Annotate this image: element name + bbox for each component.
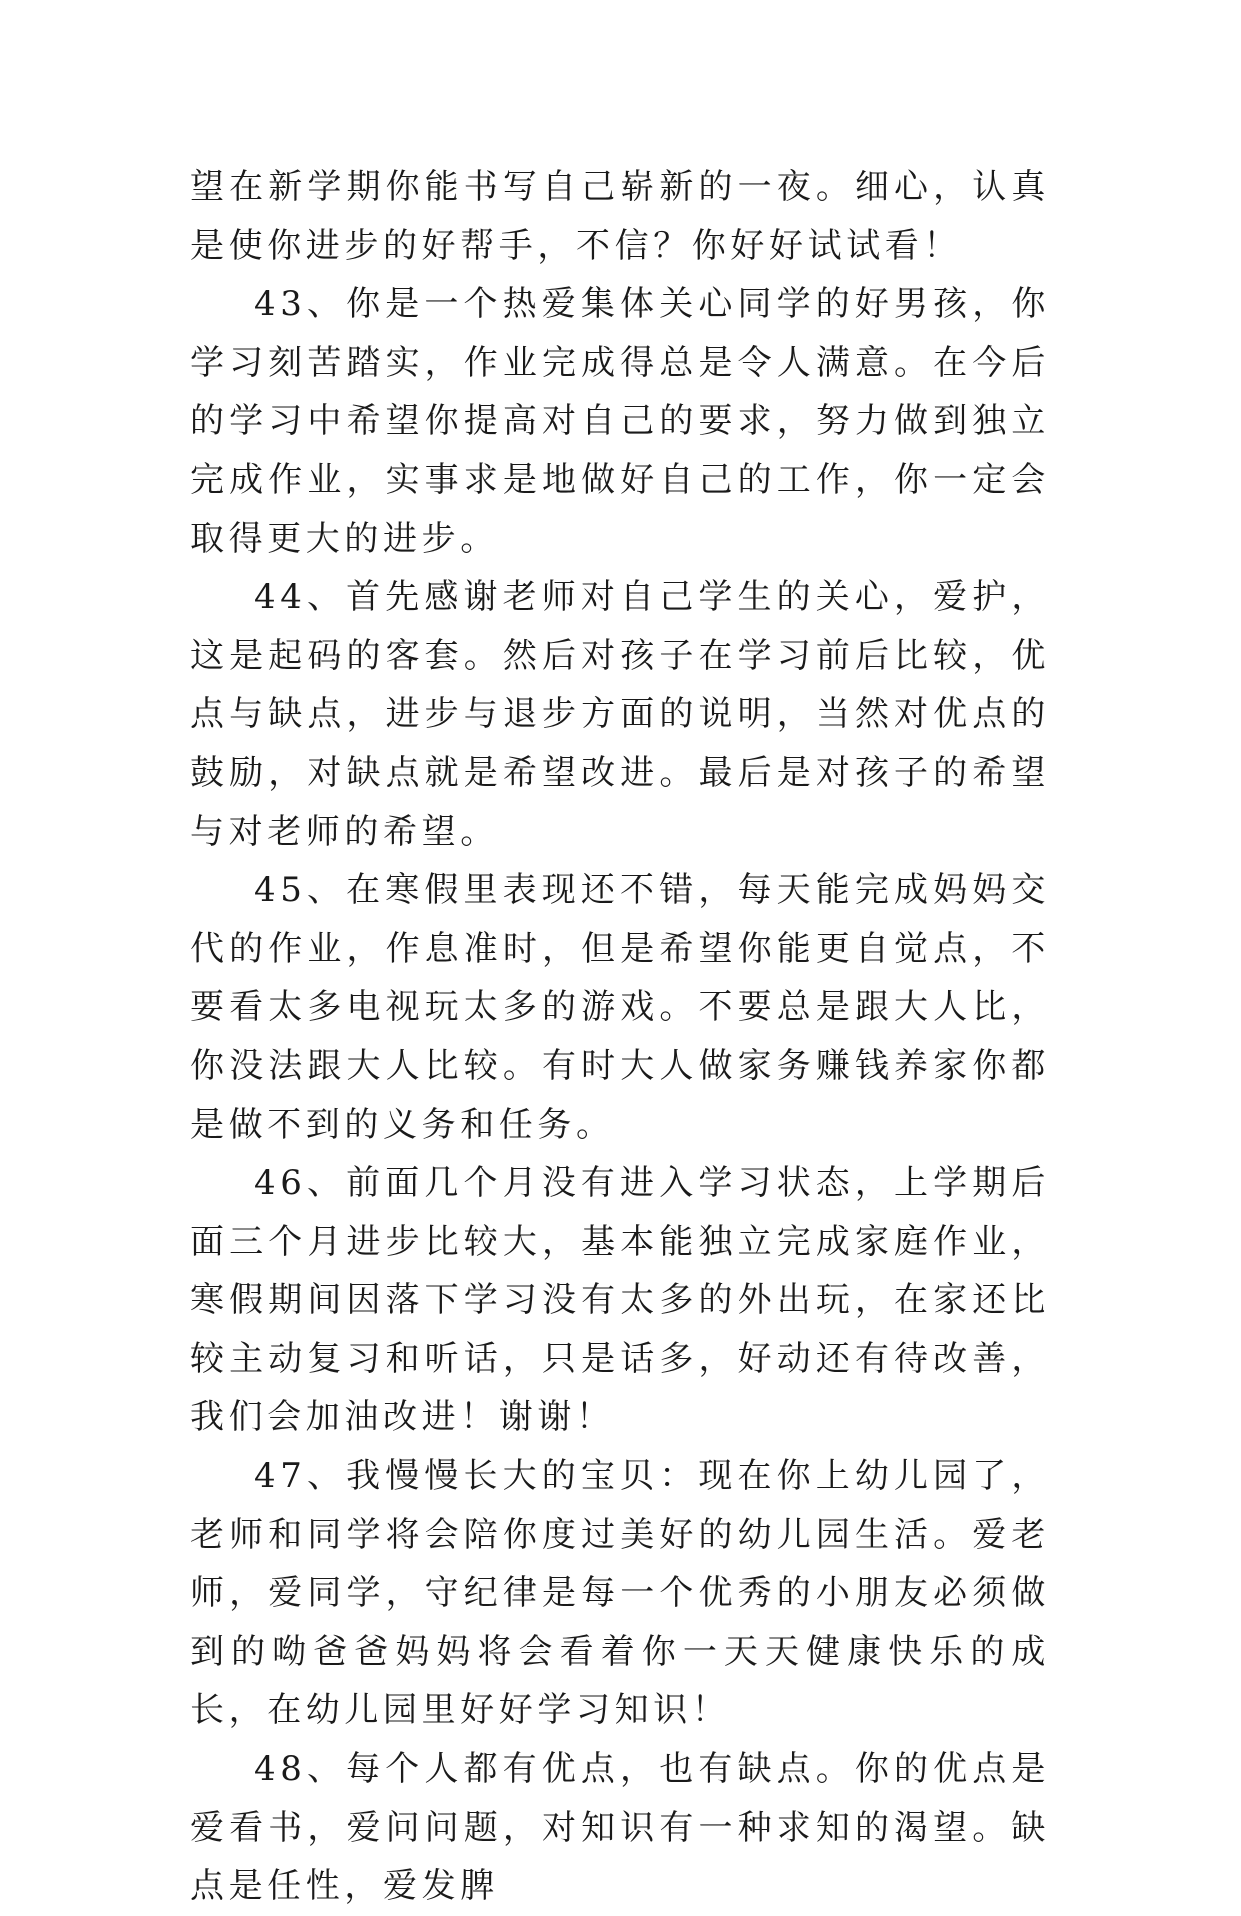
paragraph-item-44: 44、首先感谢老师对自己学生的关心，爱护，这是起码的客套。然后对孩子在学习前后比较，优点与缺点，进步与退步方面的说明，当然对优点的鼓励，对缺点就是希望改进。最后是对孩子的希望与对老师的希望。 xyxy=(190,577,1050,852)
paragraph-item-45: 45、在寒假里表现还不错，每天能完成妈妈交代的作业，作息准时，但是希望你能更自觉点，不要看太多电视玩太多的游戏。不要总是跟大人比，你没法跟大人比较。有时大人做家务赚钱养家你都是做不到的义务和任务。 xyxy=(190,870,1050,1145)
paragraph-item-47: 47、我慢慢长大的宝贝：现在你上幼儿园了，老师和同学将会陪你度过美好的幼儿园生活。爱老师，爱同学，守纪律是每一个优秀的小朋友必须做到的呦爸爸妈妈将会看着你一天天健康快乐的成长，在幼儿园里好好学习知识！ xyxy=(190,1456,1050,1731)
paragraph-continuation: 望在新学期你能书写自己崭新的一夜。细心，认真是使你进步的好帮手，不信？你好好试试看！ xyxy=(190,167,1050,266)
paragraph-item-43: 43、你是一个热爱集体关心同学的好男孩，你学习刻苦踏实，作业完成得总是令人满意。在今后的学习中希望你提高对自己的要求，努力做到独立完成作业，实事求是地做好自己的工作，你一定会取得更大的进步。 xyxy=(190,284,1050,559)
paragraph-item-48: 48、每个人都有优点，也有缺点。你的优点是爱看书，爱问问题，对知识有一种求知的渴望。缺点是任性，爱发脾 xyxy=(190,1749,1050,1907)
document-body xyxy=(190,158,1050,1916)
paragraph-item-46: 46、前面几个月没有进入学习状态，上学期后面三个月进步比较大，基本能独立完成家庭作业，寒假期间因落下学习没有太多的外出玩，在家还比较主动复习和听话，只是话多，好动还有待改善，我们会加油改进！谢谢！ xyxy=(190,1163,1050,1438)
